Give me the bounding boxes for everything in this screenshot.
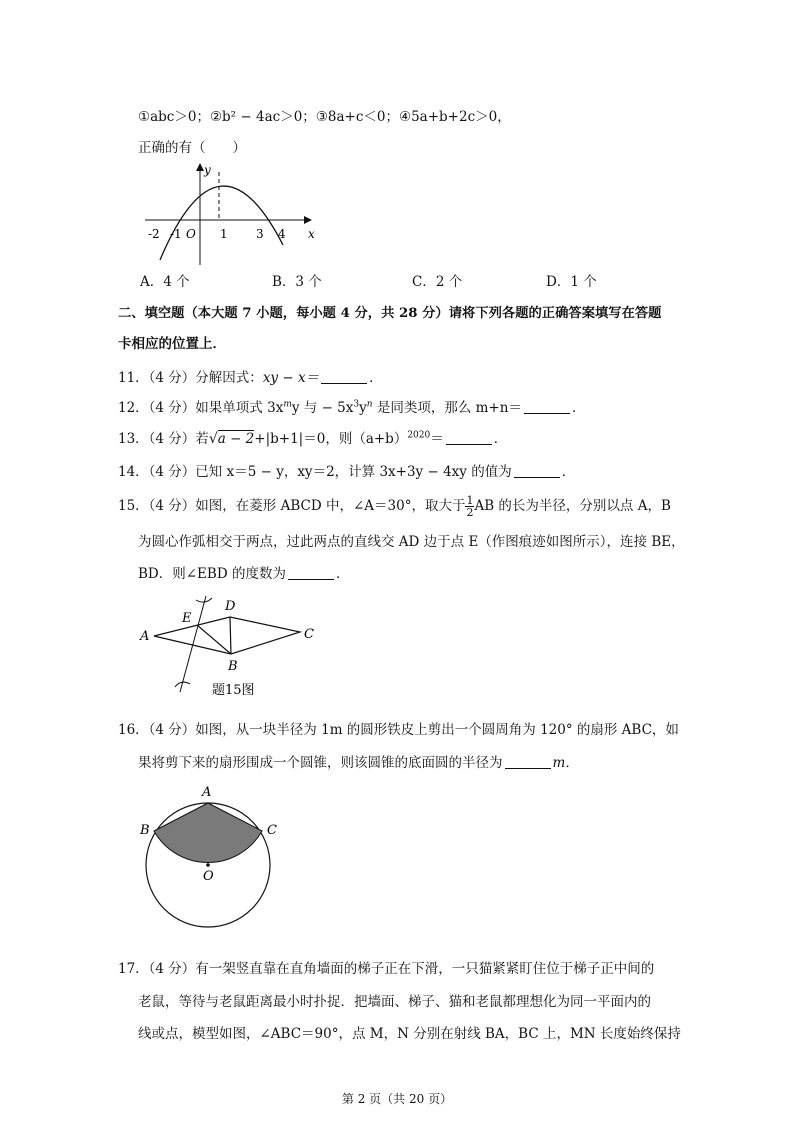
answer-blank [446,432,492,445]
answer-blank [505,756,551,769]
question-16-line1: 16．（4 分）如图，从一块半径为 1m 的圆形铁皮上剪出一个圆周角为 120° 的扇形 ABC，如 [118,722,679,738]
question-12: 12．（4 分）如果单项式 $3x^my$ 与 − $5x^3y^n$ 是同类项，那么 m+n＝ ． [118,399,586,416]
question-15-line2: 为圆心作弧相交于两点，过此两点的直线交 AD 边于点 E（作图痕迹如图所示），连接 BE， [138,534,685,550]
answer-blank [321,371,367,384]
answer-blank [524,401,570,414]
q10-graph-label-o: O [186,227,196,241]
q10-option-b: B．3 个 [272,274,322,290]
q10-graph-label-p3: 3 [256,227,264,241]
q10-graph-label-x: x [308,227,315,241]
q16-label-a: A [202,785,212,800]
question-14: 14．（4 分）已知 x＝5 − y，xy＝2，计算 3x+3y − 4xy 的值为 ． [118,464,576,480]
q10-parabola-graph [140,160,330,270]
q10-option-c: C．2 个 [412,274,463,290]
question-17-line2: 老鼠，等待与老鼠距离最小时扑捉．把墙面、梯子、猫和老鼠都理想化为同一平面内的 [138,994,651,1010]
q16-circle-sector-figure [138,780,298,930]
q15-label-d: D [225,599,236,614]
answer-blank [288,567,334,580]
q15-label-b: B [228,659,238,674]
q10-option-a: A．4 个 [140,274,190,290]
q10-graph-label-m2: -2 [148,227,160,241]
page-footer: 第 2 页（共 20 页） [341,1092,453,1106]
q15-caption: 题15图 [212,683,255,698]
q10-graph-label-m1: -1 [170,227,182,241]
q10-statements: ①abc＞0；②b² − 4ac＞0；③8a+c＜0；④5a+b+2c＞0， [138,109,511,125]
section2-heading-line2: 卡相应的位置上． [118,336,226,352]
section2-heading-line1: 二、填空题（本大题 7 小题，每小题 4 分，共 28 分）请将下列各题的正确答案填写在答题 [118,306,662,321]
q15-label-a: A [140,629,150,644]
question-13: 13．（4 分）若√a − 2+|b+1|＝0，则$(a+b)^{2020}=$ ． [118,430,508,447]
q16-label-o: O [203,869,214,884]
question-15-line3: BD．则∠EBD 的度数为 ． [138,566,350,582]
fraction-half: $\frac{1}{2}$ [466,494,474,519]
q10-graph-label-y: y [204,163,211,177]
q16-label-c: C [267,823,277,838]
question-17-line1: 17．（4 分）有一架竖直靠在直角墙面的梯子正在下滑，一只猫紧紧盯住位于梯子正中间的 [118,961,655,977]
q15-label-e: E [182,611,192,626]
q10-option-d: D．1 个 [546,274,597,290]
question-15-line1: 15．（4 分）如图，在菱形 ABCD 中，∠A＝30°，取大于 $\frac{1}{2}$ AB 的长为半径，分别以点 A，B [118,494,671,519]
q16-label-b: B [140,823,150,838]
q10-graph-label-p4: 4 [278,227,286,241]
q10-prompt: 正确的有（ ） [138,140,246,156]
q10-graph-label-p1: 1 [220,227,228,241]
q15-label-c: C [304,627,314,642]
answer-blank [514,465,560,478]
question-16-line2: 果将剪下来的扇形围成一个圆锥，则该圆锥的底面圆的半径为 m． [138,755,579,771]
question-17-line3: 线或点，模型如图，∠ABC＝90°，点 M，N 分别在射线 BA，BC 上，MN 长度始终保持 [138,1026,681,1042]
q15-rhombus-figure [138,592,338,704]
question-11: 11．（4 分）分解因式：xy − x＝ ． [118,370,383,386]
